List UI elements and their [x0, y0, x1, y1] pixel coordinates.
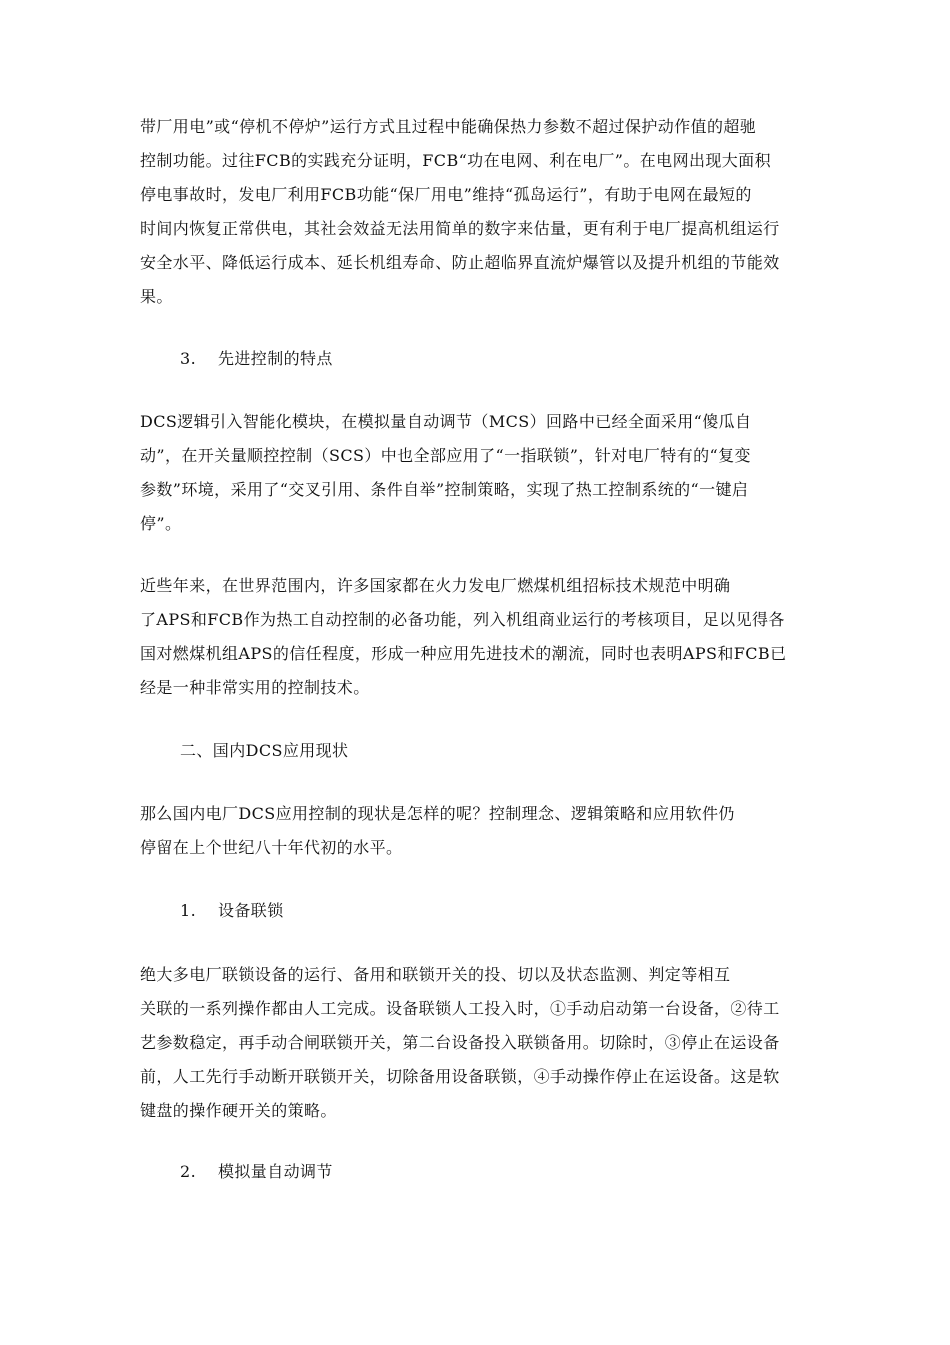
heading-equipment-interlock: 1. 设备联锁 [180, 901, 284, 920]
heading-advanced-control-features: 3. 先进控制的特点 [180, 349, 333, 368]
paragraph-interlock-manual-operation: 绝大多电厂联锁设备的运行、备用和联锁开关的投、切以及状态监测、判定等相互 关联的一系列操作都由人工完成。设备联锁人工投入时，①手动启动第一台设备，②待工 艺参数稳定，再手动合闸联锁开关，第二台设备投入联锁备用。切除时，③停止在运设备 前，人工先行手动断开联锁开关，切除备用设备联锁，④手动操作停止在运设备。这是软 键盘的操作硬开关的策略。 [140, 965, 780, 1120]
heading-domestic-dcs-status: 二、国内DCS应用现状 [180, 741, 349, 760]
paragraph-fcb-benefits: 带厂用电”或“停机不停炉”运行方式且过程中能确保热力参数不超过保护动作值的超驰 控制功能。过往FCB的实践充分证明，FCB“功在电网、利在电厂”。在电网出现大面积 停电事故时，发电厂利用FCB功能“保厂用电”维持“孤岛运行”，有助于电网在最短的 时间内恢复正常供电，其社会效益无法用简单的数字来估量，更有利于电厂提高机组运行 安全水平、降低运行成本、延长机组寿命、防止超临界直流炉爆管以及提升机组的节能效 果。 [140, 117, 780, 306]
paragraph-domestic-status-question: 那么国内电厂DCS应用控制的现状是怎样的呢？控制理念、逻辑策略和应用软件仍 停留在上个世纪八十年代初的水平。 [140, 804, 735, 857]
heading-analog-auto-regulation: 2. 模拟量自动调节 [180, 1162, 333, 1181]
paragraph-aps-fcb-worldwide: 近些年来，在世界范围内，许多国家都在火力发电厂燃煤机组招标技术规范中明确 了APS和FCB作为热工自动控制的必备功能，列入机组商业运行的考核项目，足以见得各 国对燃煤机组APS的信任程度，形成一种应用先进技术的潮流，同时也表明APS和FCB已 经是一种非常实用的控制技术。 [140, 576, 787, 697]
paragraph-dcs-intelligent-modules: DCS逻辑引入智能化模块，在模拟量自动调节（MCS）回路中已经全面采用“傻瓜自 动”，在开关量顺控控制（SCS）中也全部应用了“一指联锁”，针对电厂特有的“复变 参数”环境，采用了“交叉引用、条件自举”控制策略，实现了热工控制系统的“一键启 停”。 [140, 412, 752, 533]
